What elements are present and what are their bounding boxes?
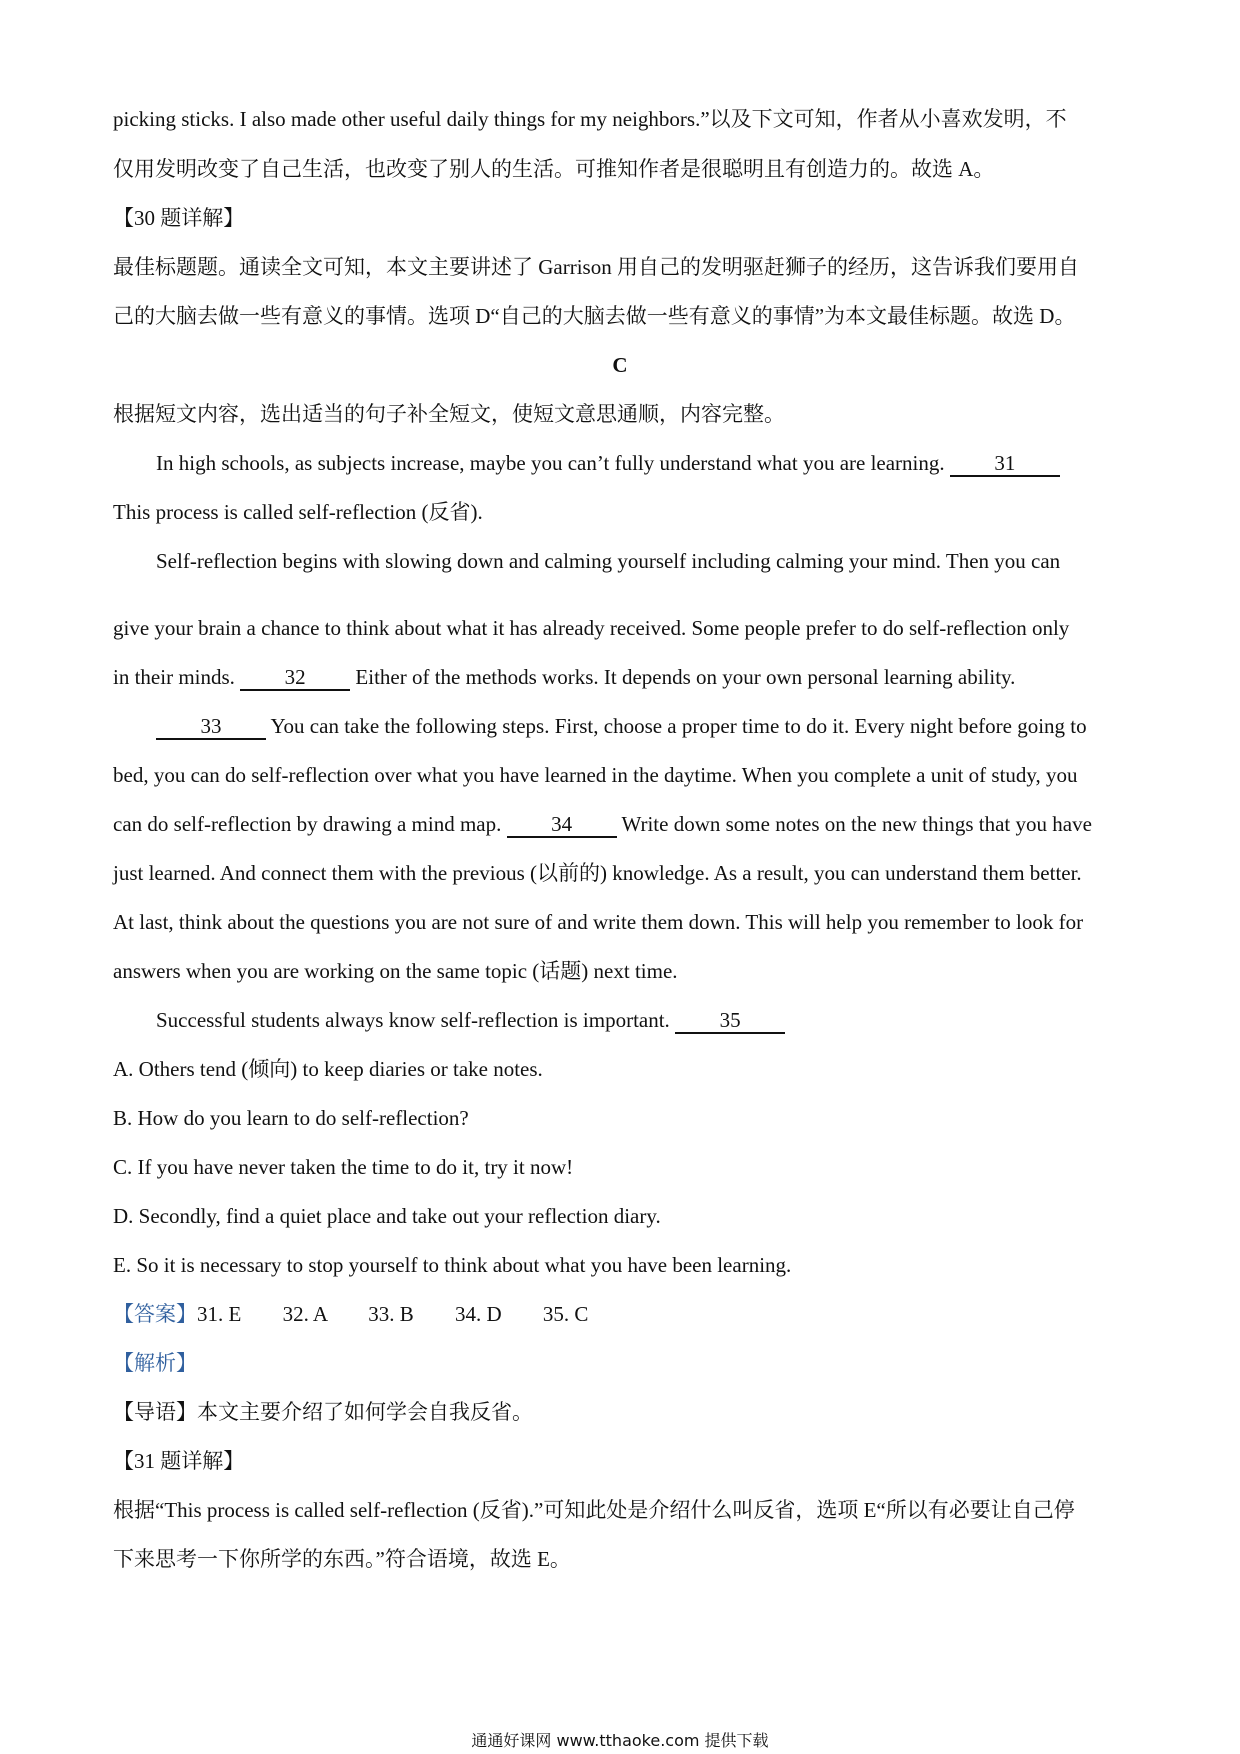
answer-item: 31. E (197, 1302, 242, 1326)
question-31-heading: 【31 题详解】 (113, 1449, 245, 1473)
passage-line (156, 711, 1140, 741)
passage-text: Either of the methods works. It depends on your own personal learning ability. (355, 665, 1016, 689)
option-a: A. Others tend (倾向) to keep diaries or take notes. (113, 1057, 543, 1081)
passage-text: Write down some notes on the new things that you have (621, 812, 1092, 836)
passage-line: answers when you are working on the same topic (话题) next time. (113, 959, 678, 983)
text-line: picking sticks. I also made other useful daily things for my neighbors.”以及下文可知，作者从小喜欢发明，不 (113, 107, 1067, 131)
text-line: 最佳标题题。通读全文可知，本文主要讲述了 Garrison 用自己的发明驱赶狮子的经历，这告诉我们要用自 (113, 255, 1079, 279)
answer-line (113, 1299, 1140, 1329)
section-heading: C (612, 353, 628, 377)
analysis-label: 【解析】 (113, 1351, 197, 1375)
passage-line (113, 809, 1140, 839)
explanation-line: 根据“This process is called self-reflection (反省).”可知此处是介绍什么叫反省，选项 E“所以有必要让自己停 (113, 1498, 1075, 1522)
guide-text: 【导语】本文主要介绍了如何学会自我反省。 (113, 1400, 533, 1424)
answer-label: 【答案】 (113, 1302, 197, 1326)
instruction: 根据短文内容，选出适当的句子补全短文，使短文意思通顺，内容完整。 (113, 402, 785, 426)
passage-text: in their minds. (113, 665, 235, 689)
footer-source: 通通好课网 www.tthaoke.com 提供下载 (471, 1731, 769, 1750)
blank-33: 33 (156, 714, 266, 740)
passage-line: just learned. And connect them with the previous (以前的) knowledge. As a result, you can understand them better. (113, 861, 1082, 885)
passage-line: bed, you can do self-reflection over what you have learned in the daytime. When you complete a unit of study, you (113, 763, 1078, 787)
text-line: 己的大脑去做一些有意义的事情。选项 D“自己的大脑去做一些有意义的事情”为本文最佳标题。故选 D。 (113, 304, 1076, 328)
passage-line: give your brain a chance to think about what it has already received. Some people prefer to do self-reflection only (113, 616, 1070, 640)
option-b: B. How do you learn to do self-reflection? (113, 1106, 469, 1130)
passage-line: At last, think about the questions you are not sure of and write them down. This will help you remember to look for (113, 910, 1084, 934)
question-30-heading: 【30 题详解】 (113, 206, 245, 230)
blank-34: 34 (507, 812, 617, 838)
answer-item: 35. C (542, 1302, 589, 1326)
passage-text: In high schools, as subjects increase, maybe you can’t fully understand what you are learning. (156, 451, 945, 475)
blank-31: 31 (950, 451, 1060, 477)
option-d: D. Secondly, find a quiet place and take out your reflection diary. (113, 1204, 661, 1228)
passage-text: can do self-reflection by drawing a mind map. (113, 812, 502, 836)
passage-line (156, 448, 1140, 478)
passage-text: You can take the following steps. First, choose a proper time to do it. Every night before going to (270, 714, 1087, 738)
answer-item: 32. A (282, 1302, 327, 1326)
blank-35: 35 (675, 1008, 785, 1034)
text-line: 仅用发明改变了自己生活，也改变了别人的生活。可推知作者是很聪明且有创造力的。故选 A。 (113, 157, 995, 181)
passage-line (113, 662, 1140, 692)
passage-line: Self-reflection begins with slowing down and calming yourself including calming your mind. Then you can (156, 549, 1061, 573)
answer-item: 33. B (368, 1302, 414, 1326)
option-e: E. So it is necessary to stop yourself to think about what you have been learning. (113, 1253, 792, 1277)
passage-line (156, 1005, 1140, 1035)
explanation-line: 下来思考一下你所学的东西。”符合语境，故选 E。 (113, 1547, 571, 1571)
passage-line: This process is called self-reflection (反省). (113, 500, 483, 524)
answer-item: 34. D (454, 1302, 502, 1326)
option-c: C. If you have never taken the time to do it, try it now! (113, 1155, 574, 1179)
blank-32: 32 (240, 665, 350, 691)
passage-text: Successful students always know self-reflection is important. (156, 1008, 670, 1032)
